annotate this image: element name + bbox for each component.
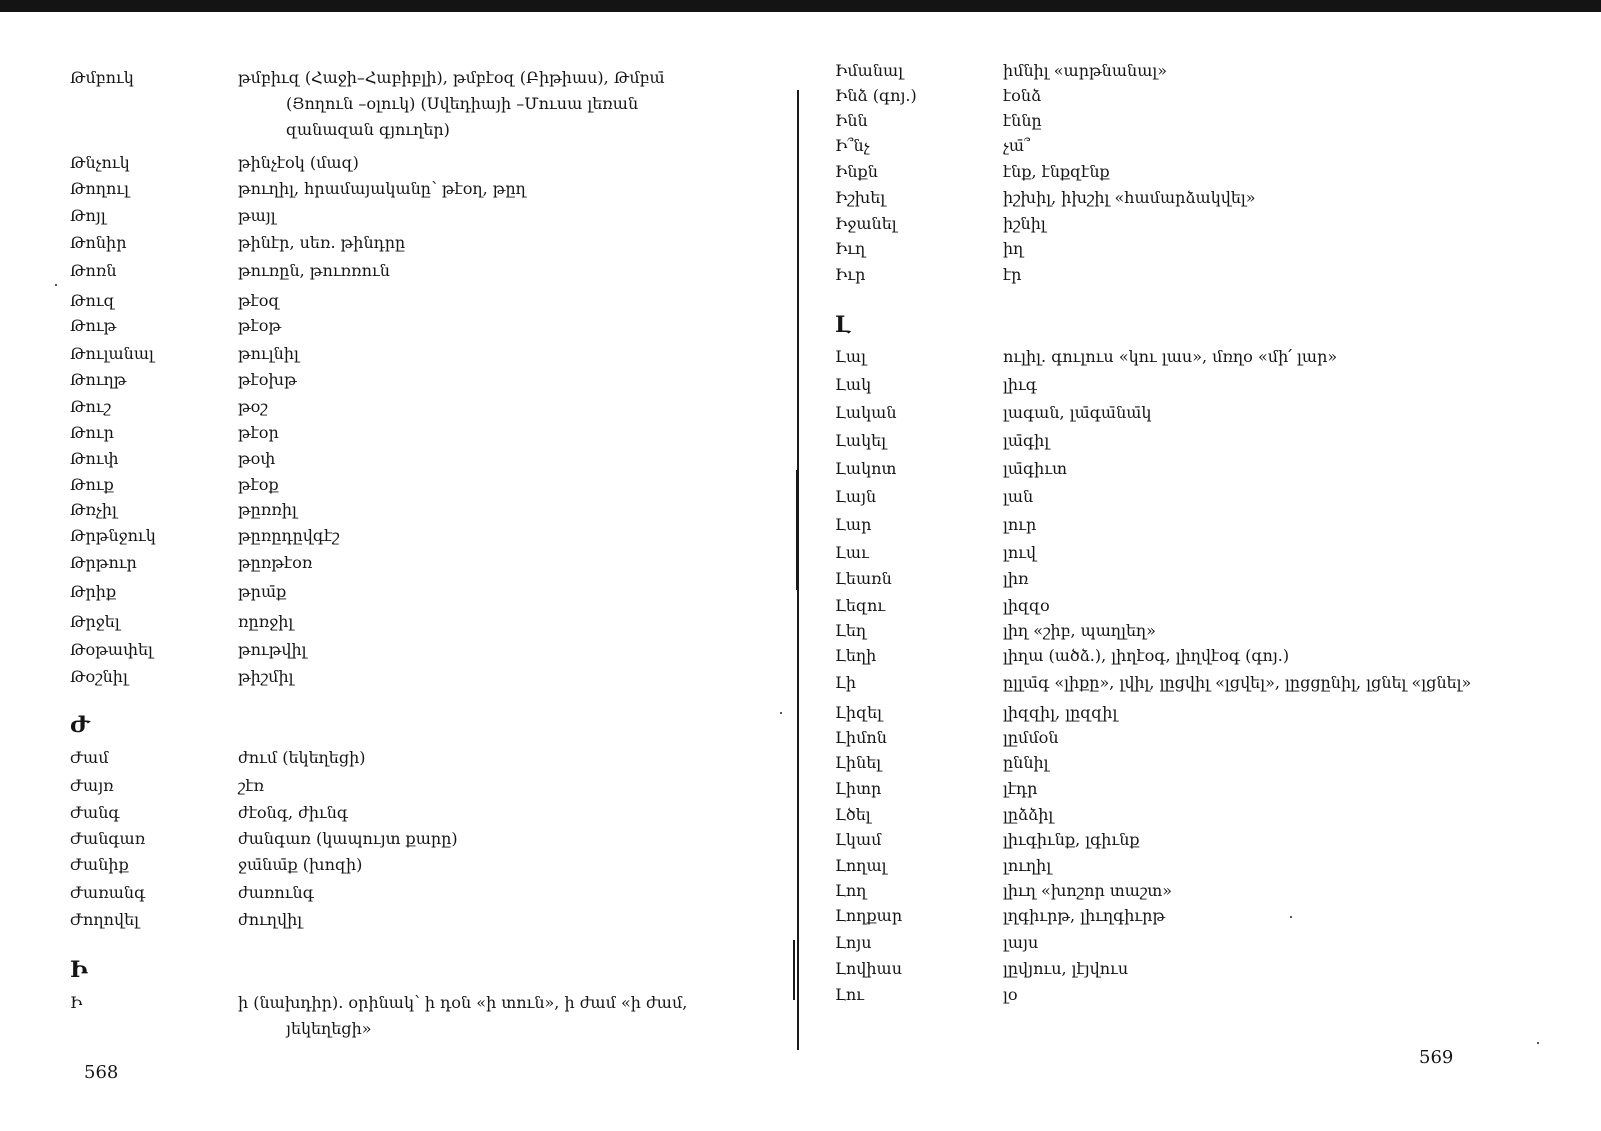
entry-definition: [238, 472, 279, 498]
entry-definition: [238, 852, 362, 878]
entry-definition: [1003, 930, 1038, 956]
definition-line: (Յողուն –օլուկ) (Սվեդիայի –Մուսա լեռան: [286, 94, 639, 113]
entry-definition: [238, 230, 405, 256]
entry-definition: [238, 176, 526, 202]
entry-definition: [1003, 903, 1165, 929]
definition-line: լիզզիլ, լըզզիլ: [1003, 703, 1118, 722]
entry-definition: [238, 446, 275, 472]
entry-headword: Թոյլ: [70, 206, 106, 225]
entry-definition: [238, 773, 264, 799]
entry-headword: Թոռն: [70, 261, 117, 280]
definition-line: թութվիլ: [238, 640, 307, 659]
entry-definition: [1003, 982, 1018, 1008]
entry-definition: [238, 288, 280, 314]
scan-speck: [55, 284, 57, 286]
entry-headword: Լինել: [835, 753, 882, 772]
definition-line: լան: [1003, 487, 1034, 506]
entry-definition: [1003, 802, 1053, 828]
definition-line: թրա̄ք: [238, 582, 287, 601]
entry-headword: Ինքն: [835, 162, 878, 181]
entry-headword: Թմբուկ: [70, 68, 134, 87]
entry-definition: [1003, 185, 1256, 211]
definition-line: չա̄՞: [1003, 136, 1031, 155]
entry-definition: [1003, 878, 1172, 904]
entry-headword: Լակել: [835, 431, 887, 450]
definition-line: թուռըն, թուռռուն: [238, 261, 390, 280]
definition-line: թէօք: [238, 475, 279, 494]
entry-headword: Լալ: [835, 347, 866, 366]
entry-headword: Թրջել: [70, 612, 120, 631]
entry-headword: Թուզ: [70, 291, 115, 310]
definition-line: թայլ: [238, 206, 276, 225]
definition-line: ըլլա̄գ «լիքը», լվիլ, լըցվիլ «լցվել», լըցցընիլ, լցնել «լցնել»: [1003, 673, 1472, 692]
definition-line: լուղիլ: [1003, 856, 1052, 875]
definition-line: լըմմօն: [1003, 728, 1059, 747]
entry-definition: [1003, 159, 1110, 185]
entry-headword: Թրթնջուկ: [70, 526, 156, 545]
entry-headword: Թութ: [70, 316, 117, 335]
definition-line: լիւղ «խոշոր տաշտ»: [1003, 881, 1172, 900]
entry-definition: [238, 367, 297, 393]
entry-headword: Լոյս: [835, 933, 872, 952]
entry-headword: Լիտր: [835, 779, 882, 798]
left-page-number: 568: [84, 1062, 119, 1083]
entry-headword: Լակ: [835, 375, 872, 394]
definition-line: լա̄գիւտ: [1003, 459, 1067, 478]
right-page: [800, 0, 1601, 1131]
entry-headword: Թուփ: [70, 449, 119, 468]
entry-headword: Թռչիլ: [70, 500, 117, 519]
definition-line: թըռըդըվգէշ: [238, 526, 340, 545]
definition-line: լօ: [1003, 985, 1018, 1004]
entry-headword: Իւր: [835, 265, 866, 284]
entry-headword: Ժանգառ: [70, 829, 146, 848]
entry-definition: [238, 497, 297, 523]
entry-headword: Լիզել: [835, 703, 882, 722]
entry-definition: [238, 609, 293, 635]
entry-definition: [238, 313, 281, 339]
entry-headword: Թուլանալ: [70, 344, 154, 363]
definition-line: լիզզօ: [1003, 596, 1050, 615]
entry-headword: Լովիաս: [835, 959, 903, 978]
definition-line: լըձձիլ: [1003, 805, 1054, 824]
definition-line: էր: [1003, 265, 1022, 284]
definition-line: թուղիլ, հրամայականը՝ թէօղ, թըղ: [238, 179, 526, 198]
definition-line: լիղա (ածձ.), լիղէօգ, լիղվէօգ (գոյ.): [1003, 646, 1290, 665]
entry-headword: Լական: [835, 403, 897, 422]
entry-definition: [1003, 593, 1050, 619]
entry-headword: Լաւ: [835, 543, 869, 562]
entry-definition: [1003, 956, 1128, 982]
entry-headword: Թուք: [70, 475, 114, 494]
entry-definition: [238, 258, 390, 284]
definition-line: ժառունգ: [238, 883, 314, 902]
entry-definition: [238, 664, 294, 690]
entry-headword: Ի: [70, 993, 83, 1012]
entry-headword: Լեառն: [835, 569, 892, 588]
entry-definition: [1003, 618, 1156, 644]
definition-line: լղգիւրթ, լիւղգիւրթ: [1003, 906, 1166, 925]
entry-definition: [1003, 670, 1471, 696]
definition-line: ժուղվիլ: [238, 910, 303, 929]
definition-line: թօփ: [238, 449, 276, 468]
entry-headword: Իմանալ: [835, 61, 904, 80]
entry-definition: [1003, 262, 1021, 288]
definition-line: զանազան գյուղեր): [286, 120, 450, 139]
entry-definition: [1003, 236, 1023, 262]
definition-line: լէդր: [1003, 779, 1038, 798]
scan-speck: [780, 712, 782, 714]
definition-line: լա̄գիլ: [1003, 431, 1050, 450]
definition-line: լայս: [1003, 933, 1039, 952]
definition-line: թէօր: [238, 423, 279, 442]
entry-definition: [238, 420, 279, 446]
section-letter: Ի: [70, 957, 88, 983]
definition-line: ի (նախդիր). օրինակ՝ ի դօն «ի տուն», ի ժամ «ի ժամ,: [238, 993, 688, 1012]
definition-line: ըննիլ: [1003, 753, 1049, 772]
entry-definition: [1003, 133, 1030, 159]
entry-headword: Լու: [835, 985, 865, 1004]
entry-headword: Լողալ: [835, 856, 887, 875]
entry-headword: Թնչուկ: [70, 153, 130, 172]
entry-headword: Իշխել: [835, 188, 886, 207]
scan-speck: [1290, 916, 1292, 918]
entry-definition: [238, 990, 687, 1042]
entry-headword: Թուղթ: [70, 370, 127, 389]
definition-line: ժում (եկեղեցի): [238, 748, 366, 767]
entry-definition: [1003, 428, 1049, 454]
entry-definition: [238, 550, 312, 576]
entry-definition: [1003, 643, 1289, 669]
entry-headword: Ինձ (գոյ.): [835, 86, 917, 105]
entry-headword: Ինն: [835, 111, 868, 130]
entry-headword: Թրթուր: [70, 553, 137, 572]
definition-line: լուր: [1003, 515, 1037, 534]
section-letter: Ժ: [70, 712, 90, 738]
entry-definition: [1003, 344, 1337, 370]
definition-line: լագան, լա̄գա̄նա̄կ: [1003, 403, 1152, 422]
definition-line: թէօթ: [238, 316, 282, 335]
entry-headword: Լողքար: [835, 906, 903, 925]
definition-line: թըռթէօռ: [238, 553, 313, 572]
definition-line: թիշմիլ: [238, 667, 294, 686]
definition-line: թմբիւզ (Հաջի–Հաբիբլի), թմբէօզ (Բիթիաս), Թմբա̄: [238, 68, 665, 87]
entry-definition: [238, 65, 665, 143]
entry-headword: Թօթափել: [70, 640, 153, 659]
entry-definition: [1003, 750, 1049, 776]
entry-headword: Ժամ: [70, 748, 109, 767]
entry-definition: [1003, 83, 1041, 109]
entry-headword: Թուր: [70, 423, 114, 442]
entry-headword: Իւղ: [835, 239, 866, 258]
entry-headword: Թրիք: [70, 582, 117, 601]
entry-headword: Ի՞նչ: [835, 136, 870, 155]
definition-line: լիւգ: [1003, 375, 1037, 394]
definition-line: ռըռջիլ: [238, 612, 294, 631]
entry-definition: [238, 203, 276, 229]
entry-headword: Թոնիր: [70, 233, 127, 252]
definition-line: թըռռիլ: [238, 500, 297, 519]
entry-headword: Լի: [835, 673, 857, 692]
definition-line: ուլիլ. գուլուս «կու լաս», մռղօ «մի՛ լար»: [1003, 347, 1338, 366]
entry-definition: [1003, 540, 1036, 566]
scan-speck: [1537, 1042, 1539, 1044]
definition-line: իղ: [1003, 239, 1024, 258]
entry-definition: [1003, 108, 1042, 134]
entry-definition: [238, 523, 340, 549]
definition-line: շէռ: [238, 776, 265, 795]
entry-definition: [1003, 566, 1029, 592]
entry-definition: [1003, 456, 1067, 482]
entry-headword: Լծել: [835, 805, 871, 824]
entry-definition: [1003, 827, 1140, 853]
definition-line: ջա̄նա̄ք (խոզի): [238, 855, 363, 874]
section-letter: Լ: [835, 312, 851, 338]
entry-headword: Ժայռ: [70, 776, 114, 795]
definition-line: էօնձ: [1003, 86, 1042, 105]
entry-definition: [1003, 58, 1167, 84]
entry-headword: Լակոտ: [835, 459, 897, 478]
entry-headword: Թօշնիլ: [70, 667, 128, 686]
entry-definition: [1003, 400, 1151, 426]
entry-headword: Թուշ: [70, 397, 111, 416]
definition-line: թինէր, սեռ. թինդրը: [238, 233, 406, 252]
entry-headword: Լար: [835, 515, 872, 534]
definition-line: լիռ: [1003, 569, 1029, 588]
entry-definition: [238, 341, 299, 367]
entry-definition: [238, 800, 348, 826]
entry-headword: Լեզու: [835, 596, 886, 615]
definition-line: լուվ: [1003, 543, 1037, 562]
entry-definition: [1003, 211, 1046, 237]
definition-line: թինչէօկ (մազ): [238, 153, 359, 172]
entry-headword: Լիմոն: [835, 728, 887, 747]
entry-definition: [238, 394, 268, 420]
definition-line: ժէօնգ, ժիւնգ: [238, 803, 349, 822]
entry-definition: [1003, 484, 1033, 510]
entry-headword: Ժողովել: [70, 910, 139, 929]
entry-definition: [238, 579, 286, 605]
definition-line: իմնիլ «արթնանալ»: [1003, 61, 1168, 80]
entry-definition: [238, 826, 458, 852]
entry-definition: [1003, 776, 1037, 802]
definition-line: լըվյուս, լէյվուս: [1003, 959, 1129, 978]
definition-line: ժանգառ (կապույտ քարը): [238, 829, 458, 848]
definition-line: յեկեղեցի»: [286, 1019, 372, 1038]
entry-headword: Ժանիք: [70, 855, 129, 874]
definition-line: էննը: [1003, 111, 1042, 130]
definition-line: թէօխթ: [238, 370, 297, 389]
right-page-number: 569: [1419, 1047, 1454, 1068]
definition-line: թուլնիլ: [238, 344, 299, 363]
entry-headword: Լող: [835, 881, 867, 900]
entry-definition: [1003, 725, 1059, 751]
entry-definition: [1003, 372, 1037, 398]
definition-line: թօշ: [238, 397, 268, 416]
entry-headword: Ժանգ: [70, 803, 120, 822]
entry-definition: [238, 150, 359, 176]
definition-line: լիղ «շիբ, պաղլեղ»: [1003, 621, 1156, 640]
entry-definition: [1003, 512, 1036, 538]
entry-definition: [238, 907, 302, 933]
definition-line: իշնիլ: [1003, 214, 1046, 233]
left-page: [0, 0, 800, 1131]
entry-headword: Լեղ: [835, 621, 867, 640]
entry-definition: [1003, 853, 1051, 879]
entry-definition: [238, 637, 307, 663]
entry-headword: Ժառանգ: [70, 883, 146, 902]
entry-headword: Լկամ: [835, 830, 882, 849]
entry-definition: [238, 745, 366, 771]
definition-line: թէօզ: [238, 291, 280, 310]
entry-definition: [238, 880, 314, 906]
entry-headword: Իջանել: [835, 214, 897, 233]
definition-line: էնք, էնքզէնք: [1003, 162, 1110, 181]
definition-line: լիւգիւնք, լգիւնք: [1003, 830, 1140, 849]
definition-line: իշխիլ, իխշիլ «համարձակվել»: [1003, 188, 1256, 207]
entry-headword: Լայն: [835, 487, 877, 506]
entry-headword: Թողուլ: [70, 179, 130, 198]
entry-headword: Լեղի: [835, 646, 877, 665]
entry-definition: [1003, 700, 1117, 726]
